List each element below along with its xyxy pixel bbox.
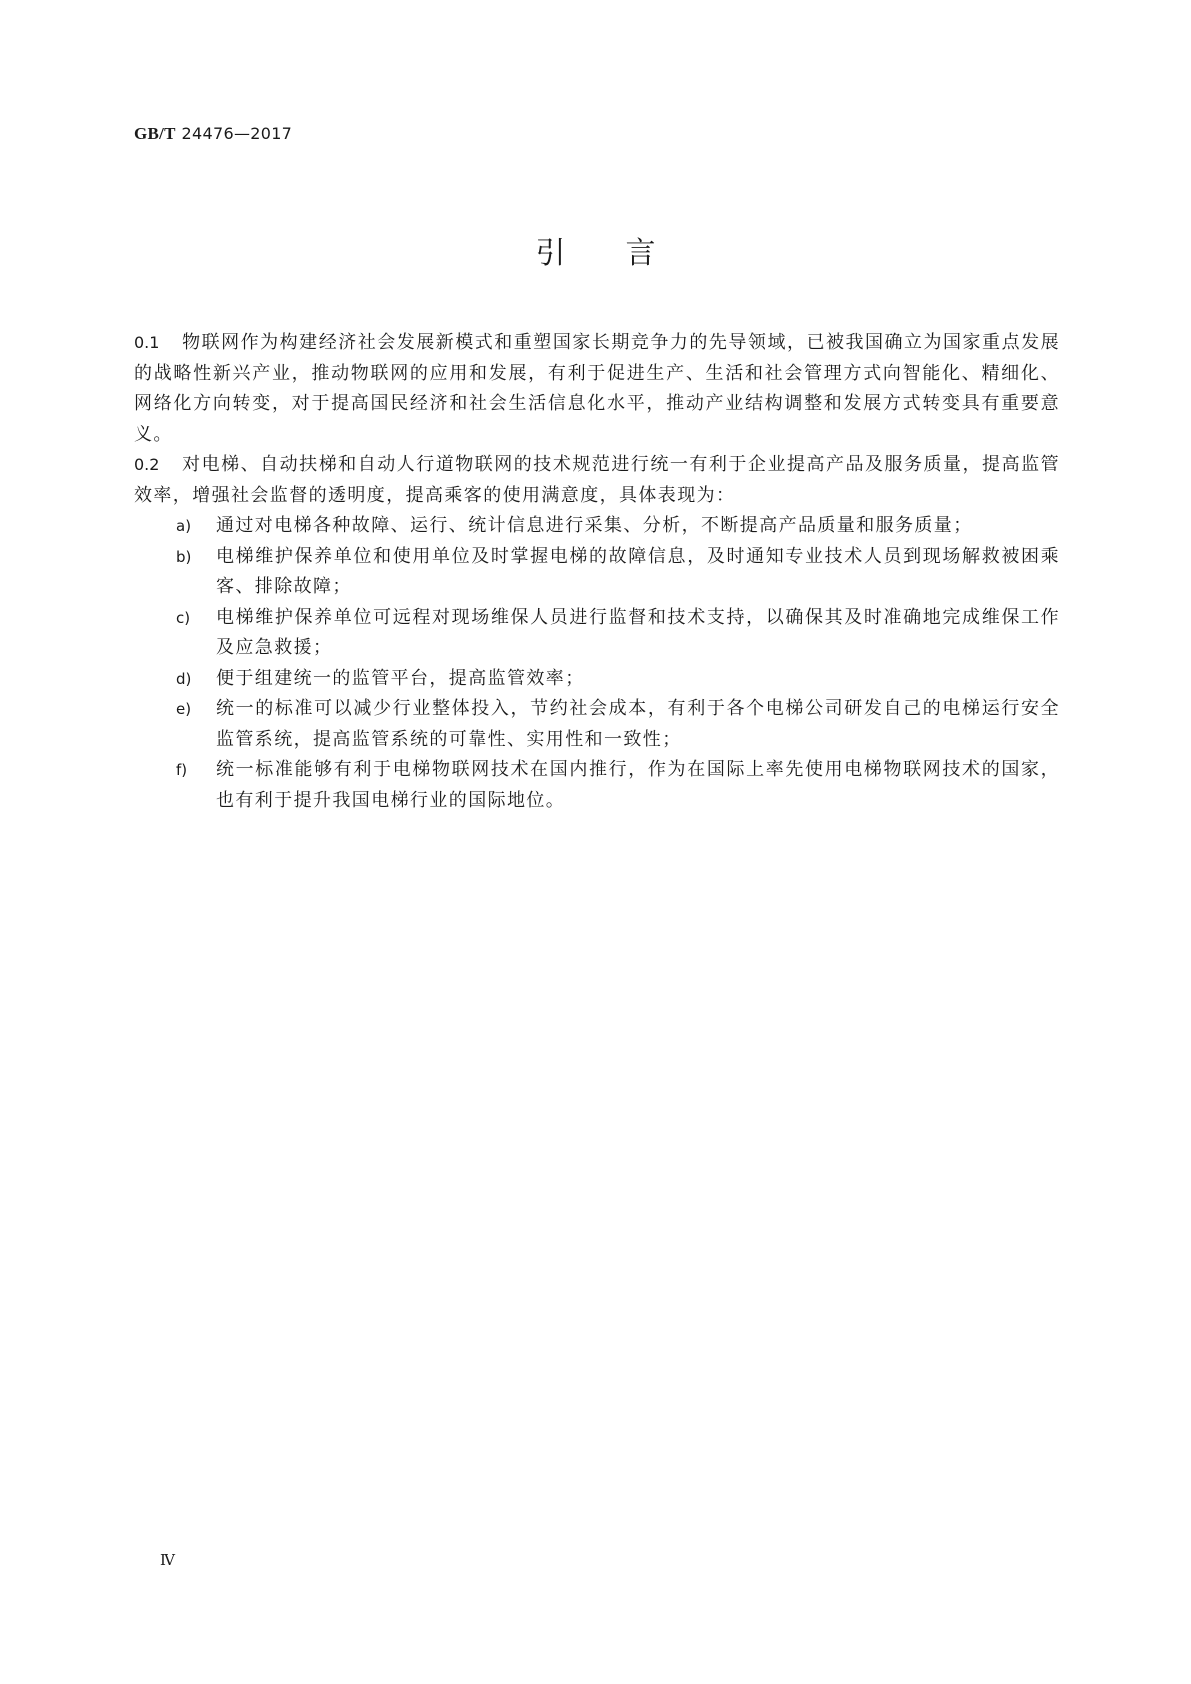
list-marker: f) (176, 761, 188, 779)
section-text: 物联网作为构建经济社会发展新模式和重塑国家长期竞争力的先导领域，已被我国确立为国家重点发展的战略性新兴产业，推动物联网的应用和发展，有利于促进生产、生活和社会管理方式向智能化、精细化、网络化方向转变，对于提高国民经济和社会生活信息化水平，推动产业结构调整和发展方式转变具有重要意义。 (134, 332, 1060, 445)
list-item-a (134, 511, 1060, 542)
list-item-text: 统一的标准可以减少行业整体投入，节约社会成本，有利于各个电梯公司研发自己的电梯运行安全监管系统，提高监管系统的可靠性、实用性和一致性； (216, 698, 1060, 750)
standard-number: 24476—2017 (181, 124, 293, 143)
list-marker: d) (176, 669, 192, 688)
list-marker: a) (176, 517, 192, 535)
list-item-e (134, 694, 1060, 755)
list-item-d (134, 664, 1060, 695)
section-number: 0.2 (134, 455, 160, 474)
page-title: 引言 (535, 236, 716, 271)
section-0-2 (134, 450, 1060, 511)
list-item-f (134, 755, 1060, 816)
list-marker: c) (176, 608, 191, 627)
list-item-text: 统一标准能够有利于电梯物联网技术在国内推行，作为在国际上率先使用电梯物联网技术的国家，也有利于提升我国电梯行业的国际地位。 (216, 759, 1060, 811)
section-number: 0.1 (134, 333, 160, 352)
list-item-text: 便于组建统一的监管平台，提高监管效率； (216, 667, 585, 689)
list-marker: e) (176, 700, 192, 718)
standard-header (134, 124, 292, 144)
page-number: Ⅳ (160, 1553, 175, 1569)
list-marker: b) (176, 547, 192, 566)
list-item-text: 通过对电梯各种故障、运行、统计信息进行采集、分析，不断提高产品质量和服务质量； (216, 515, 973, 536)
list-item-text: 电梯维护保养单位和使用单位及时掌握电梯的故障信息，及时通知专业技术人员到现场解救被困乘客、排除故障； (216, 545, 1060, 597)
list-item-text: 电梯维护保养单位可远程对现场维保人员进行监督和技术支持，以确保其及时准确地完成维保工作及应急救援； (216, 606, 1060, 658)
standard-code: GB/T (134, 124, 176, 143)
section-0-1 (134, 328, 1060, 450)
introduction-body (134, 328, 1060, 816)
list-item-b (134, 542, 1060, 603)
list-item-c (134, 603, 1060, 664)
section-text: 对电梯、自动扶梯和自动人行道物联网的技术规范进行统一有利于企业提高产品及服务质量，提高监管效率，增强社会监督的透明度，提高乘客的使用满意度，具体表现为： (134, 454, 1060, 506)
